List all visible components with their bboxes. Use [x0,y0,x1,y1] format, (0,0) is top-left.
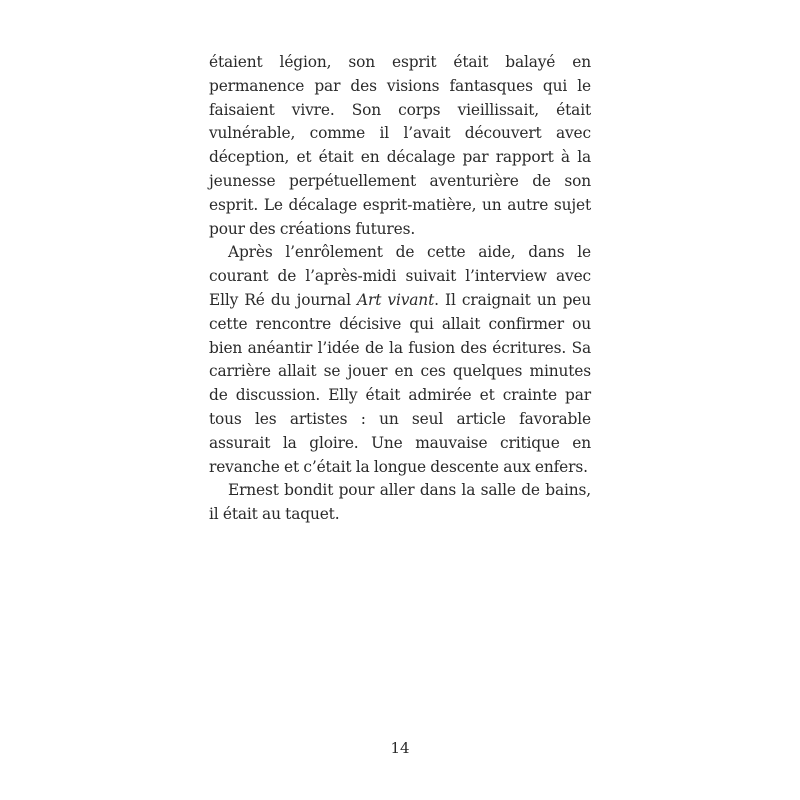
paragraph-1-text: étaient légion, son esprit était balayé en permanence par des visions fantasques qui le faisaient vivre. Son corps vieillissait, était vulnérable, comme il l’avait découvert avec déception, et était en décalage par rapport à la jeunesse perpétuellement aventurière de son esprit. Le décalage esprit-matière, un autre sujet pour des créations futures. [209,53,591,238]
paragraph-2-text-end: . Il craignait un peu cette rencontre décisive qui allait confirmer ou bien anéantir l’idée de la fusion des écritures. Sa carrière allait se jouer en ces quelques minutes de discussion. Elly était admirée et crainte par tous les artistes : un seul article favorable assurait la gloire. Une mauvaise critique en revanche et c’était la longue descente aux enfers. [209,290,591,476]
paragraph-2 [209,241,591,479]
paragraph-3-text: Ernest bondit pour aller dans la salle de bains, il était au taquet. [209,481,591,524]
paragraph-1 [209,51,591,241]
paragraph-3 [209,479,591,527]
journal-title: Art vivant [357,290,435,309]
page-number: 14 [390,739,410,757]
paragraph-2-text-start: Après l’enrôlement de cette aide, dans le courant de l’après-midi suivait l’interview avec Elly Ré du journal [209,243,591,309]
body-text [209,51,591,527]
